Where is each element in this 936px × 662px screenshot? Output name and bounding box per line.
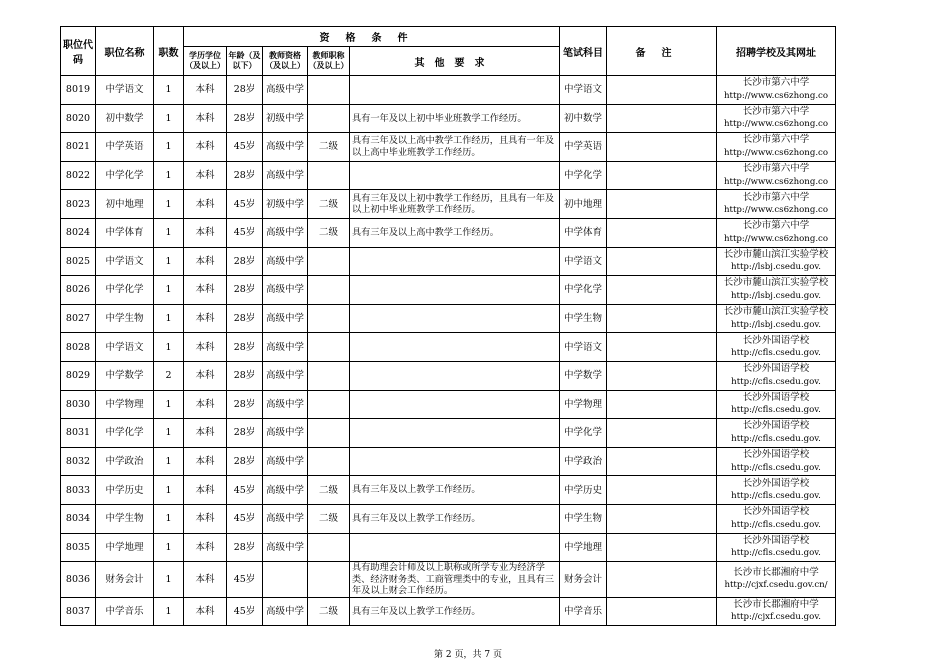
cell-exam-subject: 初中数学 (560, 104, 607, 133)
cell-code: 8036 (61, 562, 96, 598)
cell-age: 28岁 (227, 276, 263, 305)
cell-education: 本科 (184, 276, 227, 305)
school-name: 长沙市长郡湘府中学 (733, 598, 819, 610)
school-url-link[interactable]: http://www.cs6zhong.co (723, 90, 829, 101)
cell-teacher-title (308, 390, 350, 419)
header-name: 职位名称 (96, 27, 154, 76)
cell-other-requirements (350, 533, 560, 562)
cell-teacher-title: 二级 (308, 597, 350, 626)
cell-remark (607, 390, 717, 419)
cell-school (717, 218, 836, 247)
cell-age: 28岁 (227, 161, 263, 190)
school-name: 长沙外国语学校 (742, 420, 810, 432)
cell-other-requirements: 具有三年及以上教学工作经历。 (350, 597, 560, 626)
table-row (61, 390, 836, 419)
cell-count: 2 (154, 361, 184, 390)
cell-other-requirements (350, 333, 560, 362)
school-name: 长沙市第六中学 (742, 77, 810, 89)
cell-remark (607, 247, 717, 276)
cell-exam-subject: 中学语文 (560, 247, 607, 276)
cell-education: 本科 (184, 304, 227, 333)
cell-count: 1 (154, 76, 184, 105)
cell-teacher-title (308, 419, 350, 448)
school-name: 长沙市麓山滨江实验学校 (723, 306, 829, 318)
school-name: 长沙外国语学校 (742, 506, 810, 518)
cell-other-requirements (350, 304, 560, 333)
cell-teacher-title (308, 161, 350, 190)
cell-exam-subject: 中学化学 (560, 419, 607, 448)
table-row (61, 476, 836, 505)
cell-remark (607, 104, 717, 133)
cell-age: 45岁 (227, 597, 263, 626)
cell-teacher-cert: 高级中学 (263, 390, 308, 419)
cell-age: 45岁 (227, 504, 263, 533)
school-url-link[interactable]: http://cfls.csedu.gov. (731, 491, 821, 502)
cell-teacher-title: 二级 (308, 133, 350, 162)
cell-count: 1 (154, 533, 184, 562)
table-row (61, 304, 836, 333)
cell-remark (607, 276, 717, 305)
cell-count: 1 (154, 390, 184, 419)
school-url-link[interactable]: http://cfls.csedu.gov. (731, 405, 821, 416)
cell-exam-subject: 中学语文 (560, 76, 607, 105)
cell-age: 28岁 (227, 304, 263, 333)
cell-teacher-cert: 高级中学 (263, 447, 308, 476)
cell-remark (607, 447, 717, 476)
cell-code: 8033 (61, 476, 96, 505)
cell-age: 28岁 (227, 361, 263, 390)
cell-teacher-title (308, 104, 350, 133)
table-row (61, 533, 836, 562)
cell-education: 本科 (184, 597, 227, 626)
header-education: 学历学位（及以上） (184, 47, 227, 76)
school-name: 长沙外国语学校 (742, 449, 810, 461)
cell-teacher-cert: 高级中学 (263, 476, 308, 505)
header-school: 招聘学校及其网址 (717, 27, 836, 76)
table-row (61, 104, 836, 133)
cell-other-requirements: 具有三年及以上教学工作经历。 (350, 504, 560, 533)
cell-other-requirements (350, 390, 560, 419)
cell-school (717, 419, 836, 448)
cell-age: 45岁 (227, 562, 263, 598)
cell-remark (607, 562, 717, 598)
cell-education: 本科 (184, 562, 227, 598)
header-age: 年龄（及以下） (227, 47, 263, 76)
cell-count: 1 (154, 419, 184, 448)
cell-name: 中学英语 (96, 133, 154, 162)
cell-education: 本科 (184, 133, 227, 162)
school-name: 长沙外国语学校 (742, 391, 810, 403)
cell-name: 中学化学 (96, 276, 154, 305)
cell-teacher-title: 二级 (308, 190, 350, 219)
cell-school (717, 76, 836, 105)
cell-teacher-cert: 初级中学 (263, 190, 308, 219)
school-url-link[interactable]: http://cfls.csedu.gov. (731, 519, 821, 530)
header-remark: 备注 (607, 27, 717, 76)
cell-age: 28岁 (227, 533, 263, 562)
school-url-link[interactable]: http://cjxf.csedu.gov.cn/ (724, 580, 828, 591)
cell-other-requirements (350, 76, 560, 105)
cell-teacher-cert: 高级中学 (263, 333, 308, 362)
school-url-link[interactable]: http://cfls.csedu.gov. (731, 348, 821, 359)
cell-name: 中学语文 (96, 76, 154, 105)
cell-code: 8035 (61, 533, 96, 562)
cell-other-requirements (350, 247, 560, 276)
table-row (61, 161, 836, 190)
cell-age: 28岁 (227, 333, 263, 362)
cell-code: 8021 (61, 133, 96, 162)
cell-age: 45岁 (227, 190, 263, 219)
cell-count: 1 (154, 276, 184, 305)
school-url-link[interactable]: http://www.cs6zhong.co (723, 176, 829, 187)
cell-name: 中学音乐 (96, 597, 154, 626)
cell-exam-subject: 财务会计 (560, 562, 607, 598)
cell-education: 本科 (184, 104, 227, 133)
cell-remark (607, 76, 717, 105)
cell-code: 8026 (61, 276, 96, 305)
cell-teacher-title (308, 247, 350, 276)
cell-school (717, 504, 836, 533)
cell-teacher-title: 二级 (308, 218, 350, 247)
cell-age: 28岁 (227, 447, 263, 476)
cell-other-requirements (350, 361, 560, 390)
cell-school (717, 247, 836, 276)
school-url-link[interactable]: http://cfls.csedu.gov. (731, 376, 821, 387)
cell-exam-subject: 中学化学 (560, 161, 607, 190)
cell-education: 本科 (184, 361, 227, 390)
cell-remark (607, 218, 717, 247)
cell-age: 45岁 (227, 133, 263, 162)
cell-exam-subject: 中学历史 (560, 476, 607, 505)
cell-teacher-cert: 高级中学 (263, 533, 308, 562)
cell-remark (607, 304, 717, 333)
school-url-link[interactable]: http://lsbj.csedu.gov. (730, 319, 821, 330)
cell-school (717, 190, 836, 219)
cell-school (717, 533, 836, 562)
cell-name: 中学政治 (96, 447, 154, 476)
cell-exam-subject: 初中地理 (560, 190, 607, 219)
cell-code: 8027 (61, 304, 96, 333)
school-name: 长沙外国语学校 (742, 477, 810, 489)
school-url-link[interactable]: http://www.cs6zhong.co (723, 205, 829, 216)
cell-school (717, 161, 836, 190)
school-name: 长沙市第六中学 (742, 134, 810, 146)
cell-teacher-title (308, 333, 350, 362)
cell-teacher-cert: 高级中学 (263, 419, 308, 448)
header-teacher-title: 教师职称（及以上） (308, 47, 350, 76)
cell-school (717, 447, 836, 476)
cell-teacher-cert: 高级中学 (263, 276, 308, 305)
cell-teacher-title: 二级 (308, 504, 350, 533)
table-row (61, 504, 836, 533)
cell-age: 28岁 (227, 419, 263, 448)
cell-name: 财务会计 (96, 562, 154, 598)
cell-exam-subject: 中学音乐 (560, 597, 607, 626)
cell-count: 1 (154, 597, 184, 626)
cell-education: 本科 (184, 247, 227, 276)
table-row (61, 562, 836, 598)
cell-teacher-title (308, 533, 350, 562)
cell-name: 初中数学 (96, 104, 154, 133)
table-row (61, 419, 836, 448)
cell-other-requirements: 具有三年及以上教学工作经历。 (350, 476, 560, 505)
cell-age: 28岁 (227, 390, 263, 419)
cell-count: 1 (154, 104, 184, 133)
cell-count: 1 (154, 504, 184, 533)
cell-school (717, 133, 836, 162)
school-name: 长沙外国语学校 (742, 334, 810, 346)
cell-name: 中学数学 (96, 361, 154, 390)
table-row (61, 333, 836, 362)
cell-name: 中学体育 (96, 218, 154, 247)
cell-exam-subject: 中学化学 (560, 276, 607, 305)
school-url-link[interactable]: http://cjxf.csedu.gov. (731, 612, 821, 623)
cell-code: 8024 (61, 218, 96, 247)
cell-count: 1 (154, 247, 184, 276)
school-url-link[interactable]: http://www.cs6zhong.co (723, 233, 829, 244)
cell-exam-subject: 中学英语 (560, 133, 607, 162)
cell-remark (607, 476, 717, 505)
cell-teacher-cert: 初级中学 (263, 104, 308, 133)
cell-other-requirements (350, 419, 560, 448)
school-name: 长沙外国语学校 (742, 363, 810, 375)
cell-teacher-cert: 高级中学 (263, 218, 308, 247)
cell-count: 1 (154, 304, 184, 333)
cell-school (717, 361, 836, 390)
school-name: 长沙市长郡湘府中学 (733, 566, 819, 578)
cell-remark (607, 190, 717, 219)
header-teacher-cert: 教师资格（及以上） (263, 47, 308, 76)
table-row (61, 76, 836, 105)
cell-age: 28岁 (227, 247, 263, 276)
cell-count: 1 (154, 562, 184, 598)
cell-teacher-cert: 高级中学 (263, 133, 308, 162)
cell-education: 本科 (184, 476, 227, 505)
cell-remark (607, 597, 717, 626)
cell-name: 中学语文 (96, 333, 154, 362)
cell-teacher-cert: 高级中学 (263, 361, 308, 390)
cell-teacher-title (308, 76, 350, 105)
school-name: 长沙市第六中学 (742, 105, 810, 117)
header-count: 职数 (154, 27, 184, 76)
cell-education: 本科 (184, 190, 227, 219)
header-code: 职位代码 (61, 27, 96, 76)
cell-school (717, 333, 836, 362)
table-row (61, 597, 836, 626)
cell-school (717, 276, 836, 305)
school-name: 长沙市麓山滨江实验学校 (723, 277, 829, 289)
cell-other-requirements: 具有三年及以上高中教学工作经历，且具有一年及以上高中毕业班教学工作经历。 (350, 133, 560, 162)
school-url-link[interactable]: http://cfls.csedu.gov. (731, 548, 821, 559)
cell-remark (607, 133, 717, 162)
cell-code: 8032 (61, 447, 96, 476)
cell-teacher-title (308, 562, 350, 598)
school-url-link[interactable]: http://lsbj.csedu.gov. (730, 290, 821, 301)
cell-count: 1 (154, 333, 184, 362)
cell-school (717, 304, 836, 333)
cell-name: 中学语文 (96, 247, 154, 276)
table-row (61, 190, 836, 219)
cell-code: 8019 (61, 76, 96, 105)
cell-remark (607, 333, 717, 362)
cell-code: 8020 (61, 104, 96, 133)
cell-other-requirements: 具有助理会计师及以上职称或所学专业为经济学类、经济财务类、工商管理类中的专业，且具有三年及以上财会工作经历。 (350, 562, 560, 598)
page-footer: 第 2 页，共 7 页 (434, 650, 502, 660)
cell-school (717, 390, 836, 419)
cell-other-requirements: 具有三年及以上初中教学工作经历，且具有一年及以上初中毕业班教学工作经历。 (350, 190, 560, 219)
cell-school (717, 597, 836, 626)
cell-teacher-title: 二级 (308, 476, 350, 505)
table-row (61, 276, 836, 305)
cell-education: 本科 (184, 218, 227, 247)
cell-school (717, 476, 836, 505)
school-name: 长沙市第六中学 (742, 220, 810, 232)
cell-teacher-cert: 高级中学 (263, 161, 308, 190)
cell-exam-subject: 中学生物 (560, 504, 607, 533)
school-name: 长沙外国语学校 (742, 534, 810, 546)
cell-education: 本科 (184, 447, 227, 476)
cell-name: 中学物理 (96, 390, 154, 419)
school-url-link[interactable]: http://www.cs6zhong.co (723, 147, 829, 158)
table-row (61, 447, 836, 476)
cell-teacher-cert: 高级中学 (263, 76, 308, 105)
cell-age: 28岁 (227, 104, 263, 133)
cell-exam-subject: 中学数学 (560, 361, 607, 390)
cell-count: 1 (154, 161, 184, 190)
cell-education: 本科 (184, 333, 227, 362)
cell-name: 初中地理 (96, 190, 154, 219)
cell-remark (607, 161, 717, 190)
cell-code: 8031 (61, 419, 96, 448)
cell-remark (607, 419, 717, 448)
cell-education: 本科 (184, 504, 227, 533)
cell-other-requirements (350, 447, 560, 476)
cell-name: 中学化学 (96, 419, 154, 448)
cell-code: 8025 (61, 247, 96, 276)
cell-teacher-cert: 高级中学 (263, 597, 308, 626)
header-exam-subject: 笔试科目 (560, 27, 607, 76)
cell-exam-subject: 中学体育 (560, 218, 607, 247)
cell-exam-subject: 中学政治 (560, 447, 607, 476)
cell-age: 45岁 (227, 218, 263, 247)
cell-exam-subject: 中学生物 (560, 304, 607, 333)
cell-other-requirements: 具有三年及以上高中教学工作经历。 (350, 218, 560, 247)
cell-code: 8029 (61, 361, 96, 390)
cell-teacher-title (308, 447, 350, 476)
cell-code: 8030 (61, 390, 96, 419)
cell-teacher-cert: 高级中学 (263, 504, 308, 533)
cell-count: 1 (154, 190, 184, 219)
cell-school (717, 104, 836, 133)
table-row (61, 361, 836, 390)
cell-education: 本科 (184, 533, 227, 562)
school-url-link[interactable]: http://cfls.csedu.gov. (731, 433, 821, 444)
cell-other-requirements (350, 161, 560, 190)
cell-count: 1 (154, 133, 184, 162)
cell-exam-subject: 中学物理 (560, 390, 607, 419)
cell-teacher-title (308, 361, 350, 390)
cell-other-requirements (350, 276, 560, 305)
cell-teacher-cert: 高级中学 (263, 304, 308, 333)
cell-code: 8022 (61, 161, 96, 190)
cell-teacher-cert (263, 562, 308, 598)
cell-count: 1 (154, 447, 184, 476)
header-other: 其他要求 (350, 47, 560, 76)
cell-code: 8037 (61, 597, 96, 626)
cell-school (717, 562, 836, 598)
cell-exam-subject: 中学语文 (560, 333, 607, 362)
cell-teacher-title (308, 276, 350, 305)
cell-teacher-cert: 高级中学 (263, 247, 308, 276)
cell-remark (607, 361, 717, 390)
cell-name: 中学地理 (96, 533, 154, 562)
school-url-link[interactable]: http://cfls.csedu.gov. (731, 462, 821, 473)
header-qualifications: 资格条件 (184, 27, 560, 47)
cell-exam-subject: 中学地理 (560, 533, 607, 562)
cell-count: 1 (154, 476, 184, 505)
cell-name: 中学生物 (96, 304, 154, 333)
school-name: 长沙市第六中学 (742, 191, 810, 203)
cell-remark (607, 533, 717, 562)
cell-teacher-title (308, 304, 350, 333)
cell-education: 本科 (184, 76, 227, 105)
school-name: 长沙市第六中学 (742, 163, 810, 175)
cell-name: 中学生物 (96, 504, 154, 533)
cell-remark (607, 504, 717, 533)
table-row (61, 133, 836, 162)
school-url-link[interactable]: http://lsbj.csedu.gov. (730, 262, 821, 273)
cell-code: 8028 (61, 333, 96, 362)
cell-name: 中学化学 (96, 161, 154, 190)
school-url-link[interactable]: http://www.cs6zhong.co (723, 119, 829, 130)
cell-name: 中学历史 (96, 476, 154, 505)
cell-education: 本科 (184, 161, 227, 190)
cell-code: 8034 (61, 504, 96, 533)
recruitment-table (60, 26, 836, 626)
cell-age: 45岁 (227, 476, 263, 505)
table-row (61, 218, 836, 247)
cell-other-requirements: 具有一年及以上初中毕业班教学工作经历。 (350, 104, 560, 133)
cell-count: 1 (154, 218, 184, 247)
school-name: 长沙市麓山滨江实验学校 (723, 248, 829, 260)
cell-education: 本科 (184, 419, 227, 448)
cell-age: 28岁 (227, 76, 263, 105)
cell-education: 本科 (184, 390, 227, 419)
table-row (61, 247, 836, 276)
cell-code: 8023 (61, 190, 96, 219)
